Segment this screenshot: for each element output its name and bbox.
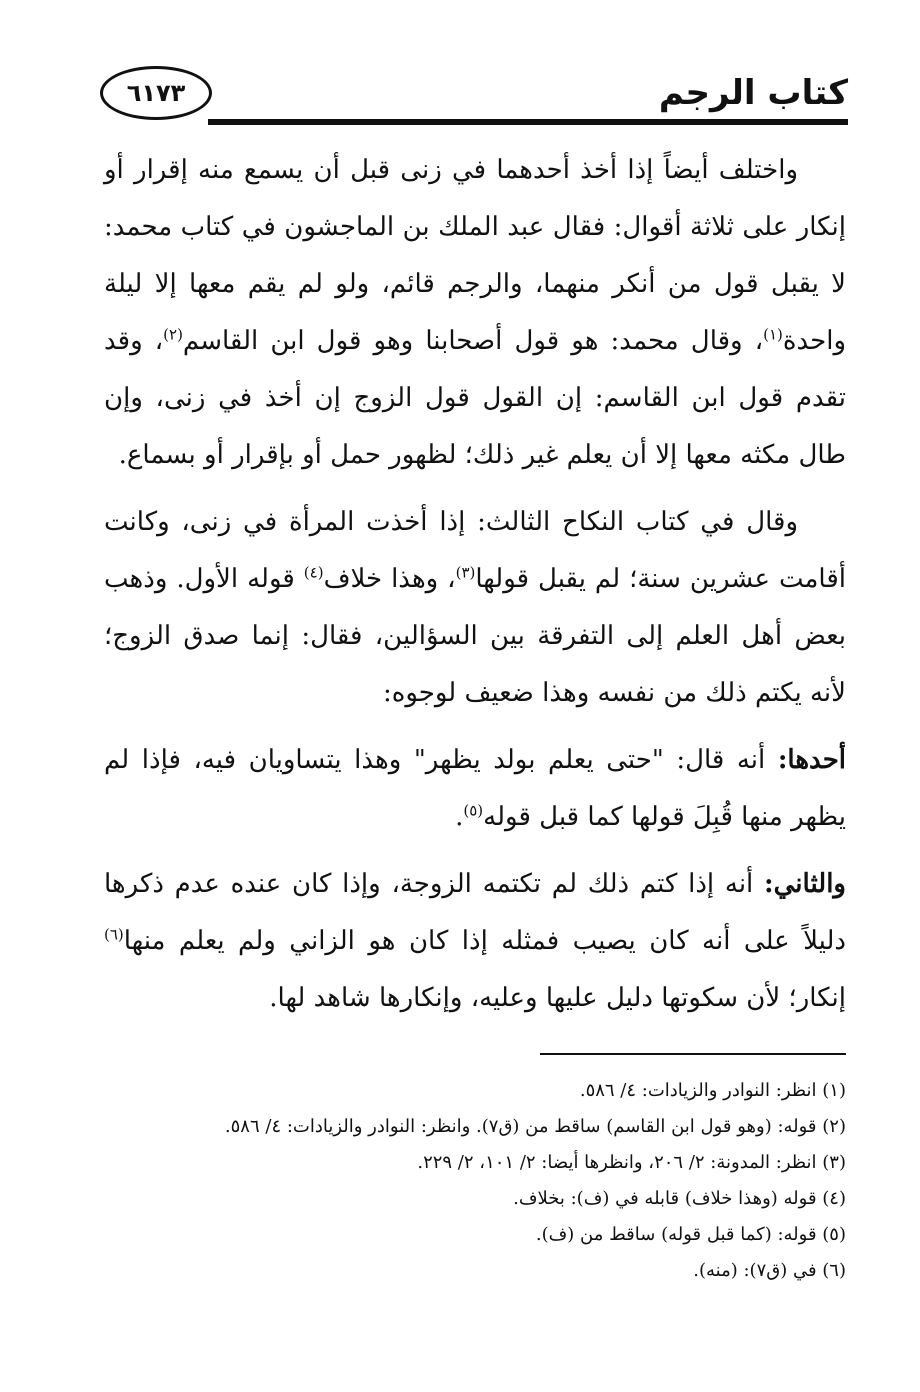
footnote-marker-5: (٥) <box>463 801 484 820</box>
footnote-4: (٤) قوله (وهذا خلاف) قابله في (ف): بخلاف. <box>513 1188 846 1209</box>
footnote-2: (٢) قوله: (وهو قول ابن القاسم) ساقط من (ق٧). وانظر: النوادر والزيادات: ٤/ ٥٨٦. <box>224 1116 846 1137</box>
footnote-separator <box>540 1053 846 1055</box>
footnote-marker-1: (١) <box>763 325 783 344</box>
footnote-marker-3: (٣) <box>455 563 476 582</box>
paragraph-2: وقال في كتاب النكاح الثالث: إذا أخذت المرأة في زنى، وكانت أقامت عشرين سنة؛ لم يقبل قولها$^{(٣)}$، وهذا خلاف$^{(٤)}$ قوله الأول. وذهب بعض أهل العلم إلى التفرقة بين السؤالين، فقال: إنما صدق الزوج؛ لأنه يكتم ذلك من نفسه وهذا ضعيف لوجوه: <box>104 507 846 708</box>
paragraph-1: واختلف أيضاً إذا أخذ أحدهما في زنى قبل أن يسمع منه إقرار أو إنكار على ثلاثة أقوال: فقال عبد الملك بن الماجشون في كتاب محمد: لا يقبل قول من أنكر منهما، والرجم قائم، ولو لم يقم معها إلا ليلة واحدة$^{(١)}$، وقال محمد: هو قول أصحابنا وهو قول ابن القاسم$^{(٢)}$، وقد تقدم قول ابن القاسم: إن القول قول الزوج إن أخذ في زنى، وإن طال مكثه معها إلا أن يعلم غير ذلك؛ لظهور حمل أو بإقرار أو بسماع. <box>104 155 846 470</box>
footnote-6: (٦) في (ق٧): (منه). <box>693 1260 846 1281</box>
footnote-5: (٥) قوله: (كما قبل قوله) ساقط من (ف). <box>535 1224 846 1245</box>
footnote-3: (٣) انظر: المدونة: ٢/ ٢٠٦، وانظرها أيضا: ٢/ ١٠١، ٢/ ٢٢٩. <box>417 1152 846 1173</box>
page-header <box>100 66 848 126</box>
footnotes <box>104 1073 846 1289</box>
footnote-1: (١) انظر: النوادر والزيادات: ٤/ ٥٨٦. <box>579 1080 846 1101</box>
header-rule <box>208 119 848 125</box>
footnote-marker-4: (٤) <box>303 563 324 582</box>
second-reason-label: والثاني: <box>764 869 846 899</box>
main-text <box>104 142 846 1037</box>
paragraph-4: والثاني: أنه إذا كتم ذلك لم تكتمه الزوجة، وإذا كان عنده عدم ذكرها دليلاً على أنه كان يصيب فمثله إذا كان هو الزاني ولم يعلم منها$^{(٦)}$ إنكار؛ لأن سكوتها دليل عليها وعليه، وإنكارها شاهد لها. <box>104 869 846 1013</box>
page-number-badge <box>100 66 212 120</box>
footnote-marker-2: (٢) <box>163 325 183 344</box>
page-number: ٦١٧٣ <box>126 79 186 107</box>
book-title: كتاب الرجم <box>658 73 848 113</box>
footnote-marker-6: (٦) <box>104 925 124 944</box>
first-reason-label: أحدها: <box>777 745 846 775</box>
paragraph-3: أحدها: أنه قال: "حتى يعلم بولد يظهر" وهذا يتساويان فيه، فإذا لم يظهر منها قُبِلَ قولها كما قبل قوله$^{(٥)}$. <box>104 745 846 832</box>
